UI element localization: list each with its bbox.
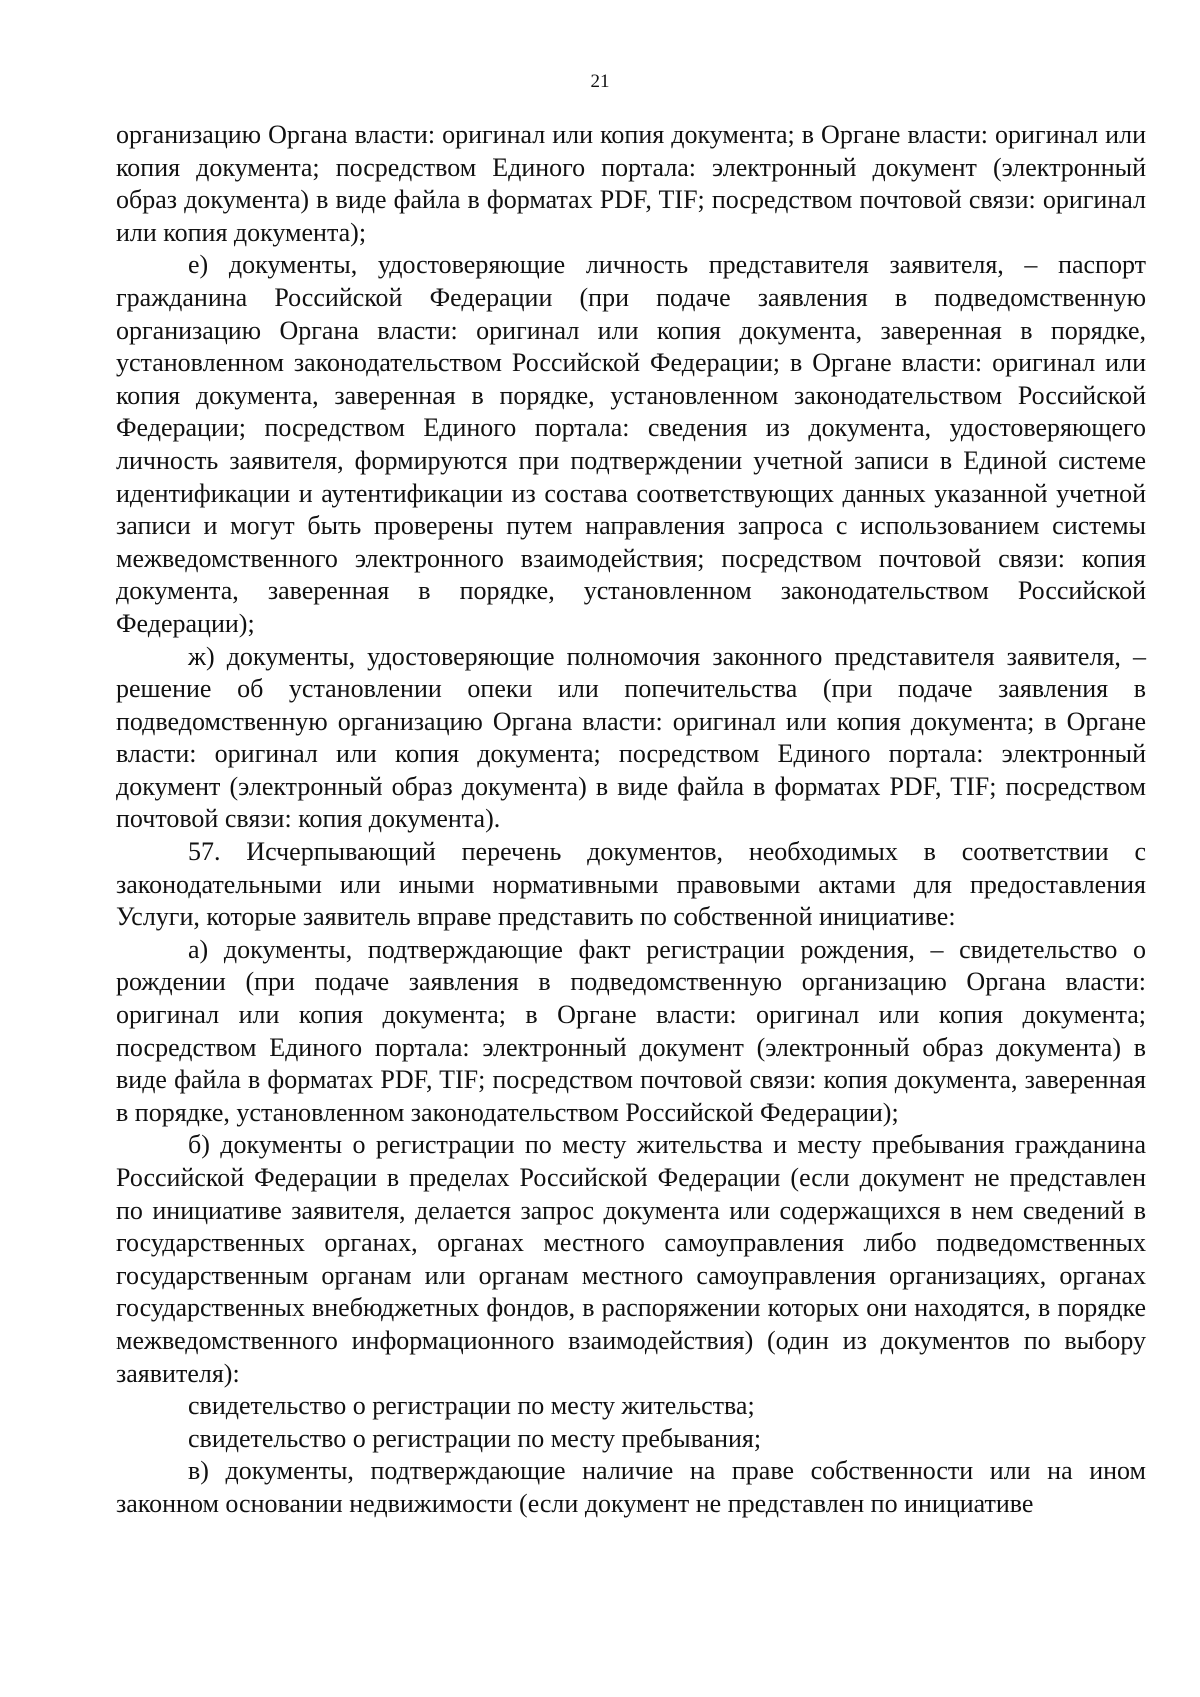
paragraph-item-b: б) документы о регистрации по месту жительства и месту пребывания гражданина Российской Федерации в пределах Российской Федерации (если документ не представлен по инициативе заявителя, делается запрос документа или содержащихся в нем сведений в государственных органах, органах местного самоуправления либо подведомственных государственным органам или органам местного самоуправления организациях, органах государственных внебюджетных фондов, в распоряжении которых они находятся, в порядке межведомственного информационного взаимодействия) (один из документов по выбору заявителя): bbox=[116, 1130, 1146, 1388]
paragraph-clause-57: 57. Исчерпывающий перечень документов, необходимых в соответствии с законодательными или иными нормативными правовыми актами для предоставления Услуги, которые заявитель вправе представить по собственной инициативе: bbox=[116, 837, 1146, 932]
paragraph-item-e: е) документы, удостоверяющие личность представителя заявителя, – паспорт гражданина Российской Федерации (при подаче заявления в подведомственную организацию Органа власти: оригинал или копия документа, заверенная в порядке, установленном законодательством Российской Федерации; в Органе власти: оригинал или копия документа, заверенная в порядке, установленном законодательством Российской Федерации; посредством Единого портала: сведения из документа, удостоверяющего личность заявителя, формируются при подтверждении учетной записи в Единой системе идентификации и аутентификации из состава соответствующих данных указанной учетной записи и могут быть проверены путем направления запроса с использованием системы межведомственного электронного взаимодействия; посредством почтовой связи: копия документа, заверенная в порядке, установленном законодательством Российской Федерации); bbox=[116, 250, 1146, 638]
paragraph-list-residence: свидетельство о регистрации по месту жительства; bbox=[188, 1391, 755, 1421]
paragraph-item-v: в) документы, подтверждающие наличие на праве собственности или на ином законном основании недвижимости (если документ не представлен по инициативе bbox=[116, 1456, 1146, 1518]
page-number: 21 bbox=[590, 71, 610, 92]
paragraph-continuation: организацию Органа власти: оригинал или копия документа; в Органе власти: оригинал или копия документа; посредством Единого портала: электронный документ (электронный образ документа) в виде файла в форматах PDF, TIF; посредством почтовой связи: оригинал или копия документа); bbox=[116, 120, 1146, 247]
paragraph-item-a: а) документы, подтверждающие факт регистрации рождения, – свидетельство о рождении (при подаче заявления в подведомственную организацию Органа власти: оригинал или копия документа; в Органе власти: оригинал или копия документа; посредством Единого портала: электронный документ (электронный образ документа) в виде файла в форматах PDF, TIF; посредством почтовой связи: копия документа, заверенная в порядке, установленном законодательством Российской Федерации); bbox=[116, 934, 1146, 1127]
paragraph-list-stay: свидетельство о регистрации по месту пребывания; bbox=[188, 1423, 762, 1453]
paragraph-item-zh: ж) документы, удостоверяющие полномочия законного представителя заявителя, – решение об установлении опеки или попечительства (при подаче заявления в подведомственную организацию Органа власти: оригинал или копия документа; в Органе власти: оригинал или копия документа; посредством Единого портала: электронный документ (электронный образ документа) в виде файла в форматах PDF, TIF; посредством почтовой связи: копия документа). bbox=[116, 641, 1146, 834]
document-body bbox=[116, 119, 1146, 1521]
